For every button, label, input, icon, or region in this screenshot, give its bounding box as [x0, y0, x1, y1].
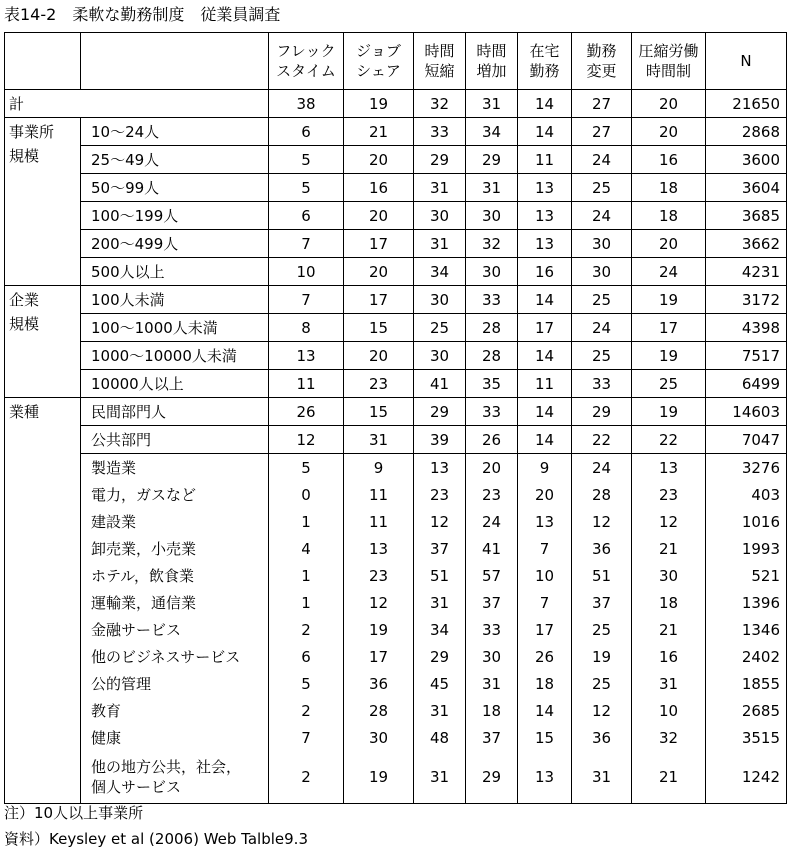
value-cell: 12 — [632, 508, 706, 535]
value-cell: 24 — [632, 258, 706, 286]
column-header-line: 短縮 — [424, 62, 455, 80]
value-cell: 14 — [518, 286, 572, 314]
value-cell: 25 — [572, 342, 632, 370]
value-cell: 31 — [414, 751, 466, 804]
value-cell: 25 — [632, 370, 706, 398]
value-cell: 29 — [414, 643, 466, 670]
table-title: 表14-2 柔軟な勤務制度 従業員調査 — [4, 5, 281, 24]
value-cell: 2 — [269, 616, 344, 643]
value-cell: 10 — [632, 697, 706, 724]
value-cell: 31 — [632, 670, 706, 697]
value-cell: 31 — [466, 90, 518, 118]
value-cell: 23 — [344, 562, 414, 589]
value-cell: 22 — [632, 426, 706, 454]
column-header — [344, 33, 414, 90]
value-cell: 20 — [466, 454, 518, 482]
value-cell: 21650 — [706, 90, 787, 118]
value-cell: 28 — [466, 342, 518, 370]
table-row — [5, 258, 787, 286]
value-cell: 20 — [344, 258, 414, 286]
row-label: 公的管理 — [81, 670, 269, 697]
value-cell: 13 — [414, 454, 466, 482]
value-cell: 7 — [269, 230, 344, 258]
total-label: 計 — [5, 90, 269, 118]
value-cell: 35 — [466, 370, 518, 398]
value-cell: 15 — [344, 398, 414, 426]
value-cell: 48 — [414, 724, 466, 751]
value-cell: 17 — [344, 286, 414, 314]
value-cell: 13 — [344, 535, 414, 562]
column-header-line: 勤務 — [529, 62, 560, 80]
group-label-line: 規模 — [9, 315, 40, 333]
value-cell: 30 — [572, 230, 632, 258]
value-cell: 20 — [632, 230, 706, 258]
value-cell: 12 — [572, 508, 632, 535]
value-cell: 11 — [518, 370, 572, 398]
value-cell: 20 — [344, 202, 414, 230]
value-cell: 33 — [466, 286, 518, 314]
value-cell: 19 — [572, 643, 632, 670]
table-row — [5, 454, 787, 482]
value-cell: 30 — [632, 562, 706, 589]
value-cell: 27 — [572, 118, 632, 146]
source-text: 資料）Keysley et al (2006) Web Talble9.3 — [4, 830, 308, 848]
table-row — [5, 118, 787, 146]
value-cell: 31 — [466, 670, 518, 697]
header-blank-label — [81, 33, 269, 90]
value-cell: 36 — [572, 535, 632, 562]
value-cell: 11 — [269, 370, 344, 398]
value-cell: 22 — [572, 426, 632, 454]
value-cell: 29 — [572, 398, 632, 426]
value-cell: 6 — [269, 202, 344, 230]
value-cell: 5 — [269, 146, 344, 174]
value-cell: 37 — [466, 589, 518, 616]
group-label — [5, 118, 81, 286]
notes — [4, 800, 308, 852]
value-cell: 36 — [572, 724, 632, 751]
value-cell: 17 — [344, 230, 414, 258]
value-cell: 2402 — [706, 643, 787, 670]
column-header-line: スタイム — [276, 62, 336, 80]
value-cell: 21 — [632, 616, 706, 643]
value-cell: 17 — [632, 314, 706, 342]
value-cell: 25 — [414, 314, 466, 342]
value-cell: 30 — [414, 286, 466, 314]
value-cell: 7 — [269, 286, 344, 314]
value-cell: 30 — [414, 202, 466, 230]
value-cell: 17 — [518, 616, 572, 643]
value-cell: 13 — [518, 508, 572, 535]
value-cell: 30 — [466, 202, 518, 230]
value-cell: 3662 — [706, 230, 787, 258]
column-header — [466, 33, 518, 90]
value-cell: 31 — [414, 174, 466, 202]
value-cell: 1242 — [706, 751, 787, 804]
row-label: 電力，ガスなど — [81, 481, 269, 508]
row-label: 500人以上 — [81, 258, 269, 286]
group-label-line: 企業 — [9, 291, 40, 309]
row-label: 10000人以上 — [81, 370, 269, 398]
value-cell: 4398 — [706, 314, 787, 342]
value-cell: 5 — [269, 174, 344, 202]
value-cell: 521 — [706, 562, 787, 589]
value-cell: 11 — [518, 146, 572, 174]
column-header-line: 在宅 — [529, 42, 560, 60]
value-cell: 1016 — [706, 508, 787, 535]
value-cell: 13 — [518, 751, 572, 804]
value-cell: 18 — [632, 174, 706, 202]
value-cell: 8 — [269, 314, 344, 342]
value-cell: 21 — [632, 751, 706, 804]
column-header-line: ジョブ — [356, 42, 401, 60]
value-cell: 7 — [518, 589, 572, 616]
value-cell: 5 — [269, 454, 344, 482]
value-cell: 31 — [344, 426, 414, 454]
value-cell: 16 — [632, 146, 706, 174]
value-cell: 36 — [344, 670, 414, 697]
row-label: 25～49人 — [81, 146, 269, 174]
value-cell: 5 — [269, 670, 344, 697]
value-cell: 16 — [518, 258, 572, 286]
value-cell: 9 — [344, 454, 414, 482]
column-header — [518, 33, 572, 90]
table-row — [5, 286, 787, 314]
value-cell: 33 — [466, 398, 518, 426]
value-cell: 14 — [518, 398, 572, 426]
value-cell: 26 — [269, 398, 344, 426]
table-row — [5, 370, 787, 398]
value-cell: 32 — [632, 724, 706, 751]
group-label-line: 業種 — [9, 403, 40, 421]
table-row — [5, 508, 787, 535]
value-cell: 23 — [414, 481, 466, 508]
row-label: 10～24人 — [81, 118, 269, 146]
row-label: 200～499人 — [81, 230, 269, 258]
value-cell: 29 — [466, 751, 518, 804]
value-cell: 19 — [344, 751, 414, 804]
value-cell: 14603 — [706, 398, 787, 426]
value-cell: 19 — [632, 398, 706, 426]
value-cell: 14 — [518, 426, 572, 454]
table-row — [5, 202, 787, 230]
value-cell: 37 — [572, 589, 632, 616]
value-cell: 32 — [466, 230, 518, 258]
row-label-line: 個人サービス — [91, 778, 182, 796]
value-cell: 33 — [572, 370, 632, 398]
value-cell: 24 — [572, 314, 632, 342]
value-cell: 23 — [632, 481, 706, 508]
value-cell: 33 — [466, 616, 518, 643]
value-cell: 14 — [518, 90, 572, 118]
value-cell: 7 — [269, 724, 344, 751]
group-label — [5, 286, 81, 398]
value-cell: 13 — [518, 174, 572, 202]
value-cell: 14 — [518, 118, 572, 146]
column-header — [269, 33, 344, 90]
value-cell: 6499 — [706, 370, 787, 398]
value-cell: 6 — [269, 643, 344, 670]
value-cell: 2 — [269, 697, 344, 724]
value-cell: 24 — [572, 202, 632, 230]
table-row — [5, 342, 787, 370]
table-row — [5, 426, 787, 454]
value-cell: 19 — [632, 286, 706, 314]
row-label: 金融サービス — [81, 616, 269, 643]
row-label: 100～199人 — [81, 202, 269, 230]
value-cell: 11 — [344, 508, 414, 535]
value-cell: 25 — [572, 286, 632, 314]
value-cell: 12 — [344, 589, 414, 616]
row-label-line: 他の地方公共，社会， — [91, 758, 242, 776]
value-cell: 29 — [414, 398, 466, 426]
column-header — [632, 33, 706, 90]
value-cell: 1993 — [706, 535, 787, 562]
value-cell: 3276 — [706, 454, 787, 482]
column-header-line: シェア — [356, 62, 401, 80]
value-cell: 29 — [414, 146, 466, 174]
row-label: 100～1000人未満 — [81, 314, 269, 342]
value-cell: 19 — [344, 616, 414, 643]
column-header-line: 勤務 — [586, 42, 617, 60]
table-row — [5, 643, 787, 670]
table-row — [5, 314, 787, 342]
value-cell: 14 — [518, 342, 572, 370]
column-header-line: 変更 — [586, 62, 617, 80]
value-cell: 51 — [414, 562, 466, 589]
value-cell: 17 — [344, 643, 414, 670]
value-cell: 51 — [572, 562, 632, 589]
value-cell: 33 — [414, 118, 466, 146]
row-label: ホテル，飲食業 — [81, 562, 269, 589]
value-cell: 10 — [518, 562, 572, 589]
value-cell: 2868 — [706, 118, 787, 146]
column-header-line: 圧縮労働 — [638, 42, 699, 60]
value-cell: 30 — [414, 342, 466, 370]
value-cell: 1 — [269, 562, 344, 589]
value-cell: 10 — [269, 258, 344, 286]
group-label-line: 事業所 — [9, 123, 55, 141]
value-cell: 13 — [269, 342, 344, 370]
value-cell: 3604 — [706, 174, 787, 202]
table-row — [5, 535, 787, 562]
value-cell: 3172 — [706, 286, 787, 314]
value-cell: 27 — [572, 90, 632, 118]
value-cell: 20 — [632, 118, 706, 146]
value-cell: 30 — [466, 643, 518, 670]
value-cell: 24 — [572, 146, 632, 174]
value-cell: 15 — [518, 724, 572, 751]
column-header — [706, 33, 787, 90]
value-cell: 32 — [414, 90, 466, 118]
row-label: 卸売業，小売業 — [81, 535, 269, 562]
value-cell: 20 — [344, 342, 414, 370]
table-row — [5, 751, 787, 804]
value-cell: 24 — [572, 454, 632, 482]
value-cell: 12 — [269, 426, 344, 454]
table-row — [5, 174, 787, 202]
value-cell: 403 — [706, 481, 787, 508]
value-cell: 38 — [269, 90, 344, 118]
value-cell: 7517 — [706, 342, 787, 370]
value-cell: 17 — [518, 314, 572, 342]
row-label — [81, 751, 269, 804]
value-cell: 2685 — [706, 697, 787, 724]
value-cell: 19 — [344, 90, 414, 118]
value-cell: 30 — [344, 724, 414, 751]
value-cell: 12 — [414, 508, 466, 535]
value-cell: 45 — [414, 670, 466, 697]
value-cell: 18 — [466, 697, 518, 724]
value-cell: 28 — [466, 314, 518, 342]
value-cell: 13 — [518, 202, 572, 230]
value-cell: 25 — [572, 670, 632, 697]
value-cell: 29 — [466, 146, 518, 174]
value-cell: 41 — [466, 535, 518, 562]
data-table — [4, 32, 787, 804]
value-cell: 20 — [632, 90, 706, 118]
value-cell: 26 — [518, 643, 572, 670]
row-label: 製造業 — [81, 454, 269, 482]
column-header-line: 時間制 — [645, 62, 691, 80]
value-cell: 19 — [632, 342, 706, 370]
column-header-line: 時間 — [476, 42, 507, 60]
value-cell: 37 — [466, 724, 518, 751]
value-cell: 12 — [572, 697, 632, 724]
value-cell: 25 — [572, 174, 632, 202]
column-header — [414, 33, 466, 90]
value-cell: 16 — [632, 643, 706, 670]
group-label-line: 規模 — [9, 147, 40, 165]
value-cell: 30 — [572, 258, 632, 286]
row-label: 民間部門人 — [81, 398, 269, 426]
value-cell: 2 — [269, 751, 344, 804]
value-cell: 18 — [632, 589, 706, 616]
row-label: 建設業 — [81, 508, 269, 535]
value-cell: 3600 — [706, 146, 787, 174]
value-cell: 1 — [269, 508, 344, 535]
value-cell: 18 — [632, 202, 706, 230]
value-cell: 13 — [518, 230, 572, 258]
column-header-line: フレック — [276, 42, 336, 60]
value-cell: 6 — [269, 118, 344, 146]
row-label: 教育 — [81, 697, 269, 724]
header-blank-group — [5, 33, 81, 90]
value-cell: 31 — [572, 751, 632, 804]
value-cell: 15 — [344, 314, 414, 342]
value-cell: 28 — [572, 481, 632, 508]
value-cell: 25 — [572, 616, 632, 643]
column-header-line: N — [740, 52, 752, 70]
value-cell: 1396 — [706, 589, 787, 616]
value-cell: 1855 — [706, 670, 787, 697]
group-label — [5, 398, 81, 804]
value-cell: 21 — [632, 535, 706, 562]
value-cell: 24 — [466, 508, 518, 535]
value-cell: 28 — [344, 697, 414, 724]
value-cell: 7047 — [706, 426, 787, 454]
value-cell: 23 — [344, 370, 414, 398]
table-row — [5, 589, 787, 616]
table-row — [5, 398, 787, 426]
value-cell: 20 — [344, 146, 414, 174]
row-label: 運輸業，通信業 — [81, 589, 269, 616]
row-label: 1000～10000人未満 — [81, 342, 269, 370]
column-header-line: 増加 — [476, 62, 507, 80]
value-cell: 34 — [414, 616, 466, 643]
row-label: 100人未満 — [81, 286, 269, 314]
table-row — [5, 724, 787, 751]
table-row — [5, 562, 787, 589]
total-row — [5, 90, 787, 118]
value-cell: 21 — [344, 118, 414, 146]
value-cell: 1 — [269, 589, 344, 616]
value-cell: 30 — [466, 258, 518, 286]
row-label: 50～99人 — [81, 174, 269, 202]
table-row — [5, 481, 787, 508]
value-cell: 23 — [466, 481, 518, 508]
value-cell: 31 — [414, 697, 466, 724]
value-cell: 57 — [466, 562, 518, 589]
header-row — [5, 33, 787, 90]
value-cell: 31 — [466, 174, 518, 202]
value-cell: 41 — [414, 370, 466, 398]
value-cell: 31 — [414, 589, 466, 616]
column-header — [572, 33, 632, 90]
table-row — [5, 616, 787, 643]
value-cell: 4231 — [706, 258, 787, 286]
value-cell: 3515 — [706, 724, 787, 751]
value-cell: 18 — [518, 670, 572, 697]
table-row — [5, 146, 787, 174]
value-cell: 14 — [518, 697, 572, 724]
value-cell: 37 — [414, 535, 466, 562]
value-cell: 3685 — [706, 202, 787, 230]
value-cell: 31 — [414, 230, 466, 258]
table-row — [5, 230, 787, 258]
value-cell: 34 — [414, 258, 466, 286]
value-cell: 26 — [466, 426, 518, 454]
value-cell: 0 — [269, 481, 344, 508]
value-cell: 20 — [518, 481, 572, 508]
value-cell: 1346 — [706, 616, 787, 643]
note-text: 注）10人以上事業所 — [4, 804, 144, 822]
value-cell: 16 — [344, 174, 414, 202]
value-cell: 13 — [632, 454, 706, 482]
column-header-line: 時間 — [424, 42, 455, 60]
value-cell: 11 — [344, 481, 414, 508]
value-cell: 34 — [466, 118, 518, 146]
row-label: 他のビジネスサービス — [81, 643, 269, 670]
table-row — [5, 697, 787, 724]
value-cell: 4 — [269, 535, 344, 562]
value-cell: 7 — [518, 535, 572, 562]
table-row — [5, 670, 787, 697]
value-cell: 39 — [414, 426, 466, 454]
row-label: 健康 — [81, 724, 269, 751]
value-cell: 9 — [518, 454, 572, 482]
row-label: 公共部門 — [81, 426, 269, 454]
